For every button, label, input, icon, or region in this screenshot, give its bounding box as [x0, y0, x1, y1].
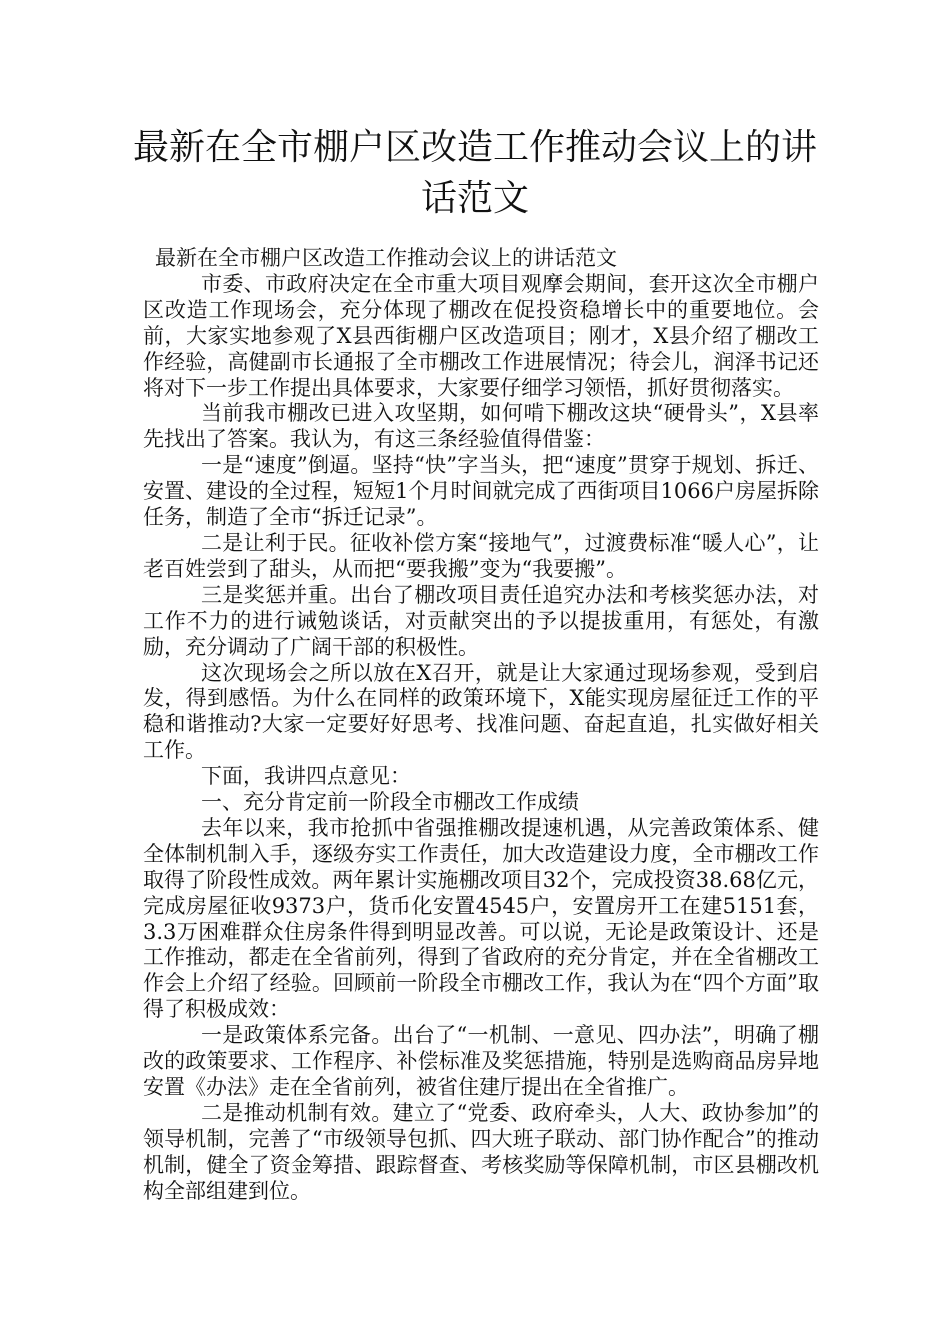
section-heading: 一、充分肯定前一阶段全市棚改工作成绩 [201, 790, 579, 815]
paragraph: 一是政策体系完备。出台了“一机制、一意见、四办法”，明确了棚改的政策要求、工作程序、补偿标准及奖惩措施，特别是选购商品房异地安置《办法》走在全省前列，被省住建厅提出在全省推广。 [143, 1023, 819, 1099]
document-body [143, 246, 819, 1205]
paragraph: 二是推动机制有效。建立了“党委、政府牵头，人大、政协参加”的领导机制，完善了“市级领导包抓、四大班子联动、部门协作配合”的推动机制，健全了资金筹措、跟踪督查、考核奖励等保障机制，市区县棚改机构全部组建到位。 [143, 1100, 819, 1203]
paragraph: 二是让利于民。征收补偿方案“接地气”，过渡费标准“暖人心”，让老百姓尝到了甜头，从而把“要我搬”变为“我要搬”。 [143, 530, 819, 581]
paragraph: 去年以来，我市抢抓中省强推棚改提速机遇，从完善政策体系、健全体制机制入手，逐级夯实工作责任，加大改造建设力度，全市棚改工作取得了阶段性成效。两年累计实施棚改项目32个，完成投资38.68亿元，完成房屋征收9373户，货币化安置4545户，安置房开工在建5151套，3.3万困难群众住房条件得到明显改善。可以说，无论是政策设计、还是工作推动，都走在全省前列，得到了省政府的充分肯定，并在全省棚改工作会上介绍了经验。回顾前一阶段全市棚改工作，我认为在“四个方面”取得了积极成效： [143, 815, 819, 1022]
document-subtitle: 最新在全市棚户区改造工作推动会议上的讲话范文 [155, 246, 617, 270]
paragraph: 这次现场会之所以放在X召开，就是让大家通过现场参观，受到启发，得到感悟。为什么在同样的政策环境下，X能实现房屋征迁工作的平稳和谐推动?大家一定要好好思考、找准问题、奋起直追，扎实做好相关工作。 [143, 660, 819, 763]
document-title: 最新在全市棚户区改造工作推动会议上的讲话范文 [132, 127, 817, 219]
paragraph: 当前我市棚改已进入攻坚期，如何啃下棚改这块“硬骨头”，X县率先找出了答案。我认为，有这三条经验值得借鉴： [143, 401, 819, 452]
paragraph: 一是“速度”倒逼。坚持“快”字当头，把“速度”贯穿于规划、拆迁、安置、建设的全过程，短短1个月时间就完成了西街项目1066户房屋拆除任务，制造了全市“拆迁记录”。 [143, 453, 819, 530]
paragraph: 下面，我讲四点意见： [201, 764, 411, 789]
paragraph: 市委、市政府决定在全市重大项目观摩会期间，套开这次全市棚户区改造工作现场会，充分体现了棚改在促投资稳增长中的重要地位。会前，大家实地参观了X县西街棚户区改造项目；刚才，X县介绍了棚改工作经验，高健副市长通报了全市棚改工作进展情况；待会儿，润泽书记还将对下一步工作提出具体要求，大家要仔细学习领悟，抓好贯彻落实。 [143, 271, 819, 400]
paragraph: 三是奖惩并重。出台了棚改项目责任追究办法和考核奖惩办法，对工作不力的进行诫勉谈话，对贡献突出的予以提拔重用，有惩处，有激励，充分调动了广阔干部的积极性。 [143, 582, 819, 659]
